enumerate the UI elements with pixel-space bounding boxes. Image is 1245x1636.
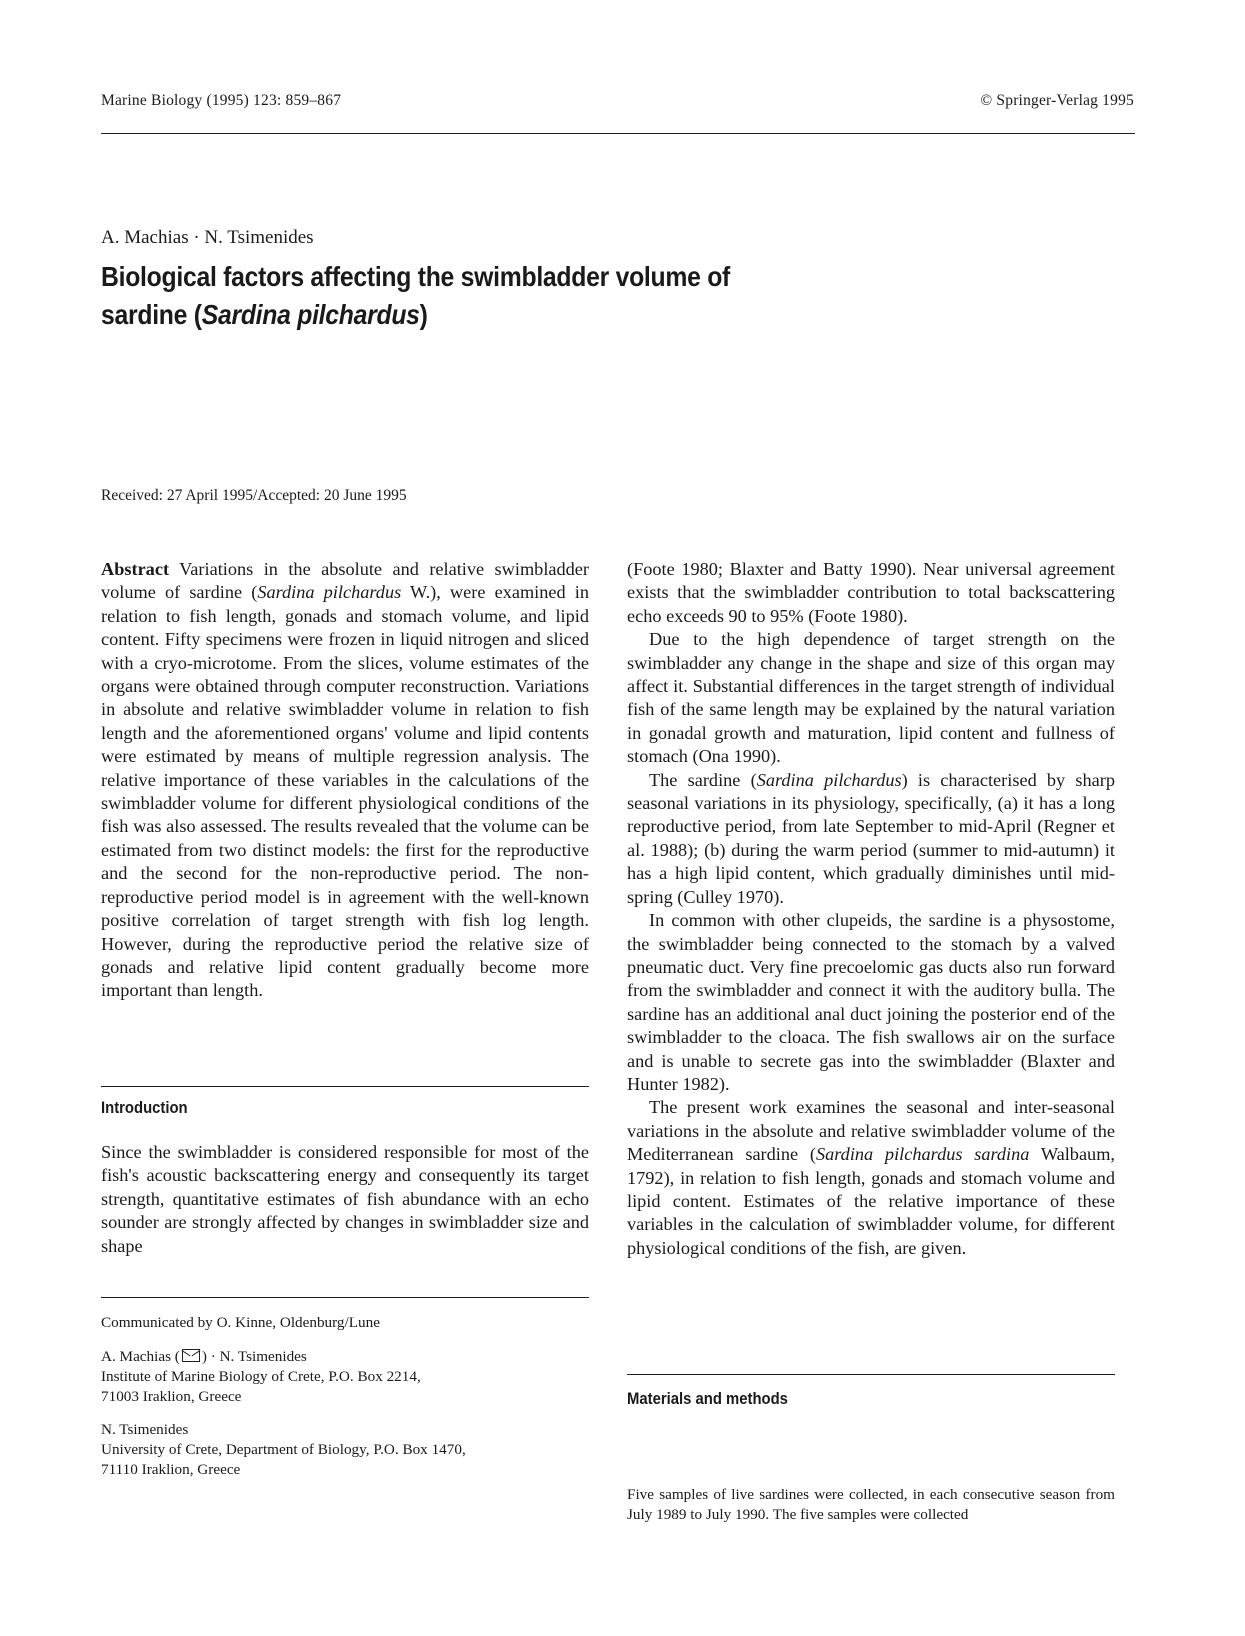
materials-paragraph: Five samples of live sardines were collected, in each consecutive season from July 1989 to July 1990. The five samples were collected — [627, 1486, 1115, 1523]
abstract-text-2: W.), were examined in relation to fish length, gonads and stomach volume, and lipid content. Fifty specimens were frozen in liquid nitrogen and sliced with a cryo-microtome. From the slices, volume estimates of the organs were obtained through computer reconstruction. Variations in absolute and relative swimbladder volume in relation to fish length and the aforementioned organs' volume and lipid contents were estimated by means of multiple regression analysis. The relative importance of these variables in the calculations of the swimbladder volume for different physiological conditions of the fish was also assessed. The results revealed that the volume can be estimated from two distinct models: the first for the reproductive and the second for the non-reproductive period. The non-reproductive period model is in agreement with the well-known positive correlation of target strength with fish log length. However, during the reproductive period the relative size of gonads and relative lipid content gradually become more important than length. — [101, 582, 589, 1001]
author-2-name: N. Tsimenides — [101, 1421, 189, 1438]
footnote-rule — [101, 1297, 589, 1298]
right-p5-text-b: Walbaum, 1792), in relation to fish length, gonads and stomach volume and lipid content. Estimates of the relative importance of these variables in the calculation of swimbladder volume, for different physiological conditions of the fish, are given. — [627, 1144, 1115, 1258]
author-affiliation-1 — [101, 1347, 421, 1407]
envelope-icon — [182, 1349, 200, 1362]
right-p5-text-a: The present work examines the seasonal and inter-seasonal variations in the absolute and relative swimbladder volume of the Mediterranean sardine ( — [627, 1097, 1115, 1165]
title-line-2-suffix: ) — [419, 299, 428, 330]
communicated-by: Communicated by O. Kinne, Oldenburg/Lune — [101, 1314, 380, 1331]
author-1-city: 71003 Iraklion, Greece — [101, 1388, 242, 1405]
title-species: Sardina pilchardus — [201, 299, 420, 330]
article-title — [101, 258, 911, 334]
right-column — [627, 558, 1115, 1260]
right-p3-species: Sardina pilchardus — [756, 769, 902, 790]
right-paragraph-3 — [627, 769, 1115, 909]
right-p5-species: Sardina pilchardus sardina — [815, 1144, 1030, 1165]
right-paragraph-5 — [627, 1096, 1115, 1260]
introduction-paragraph: Since the swimbladder is considered responsible for most of the fish's acoustic backscattering energy and consequently its target strength, quantitative estimates of fish abundance with an echo sounder are strongly affected by changes in swimbladder size and shape — [101, 1142, 589, 1256]
author-2-city: 71110 Iraklion, Greece — [101, 1461, 241, 1478]
left-column — [101, 558, 589, 1003]
header-rule — [101, 133, 1135, 134]
right-paragraph-1: (Foote 1980; Blaxter and Batty 1990). Near universal agreement exists that the swimbladder contribution to total backscattering echo exceeds 90 to 95% (Foote 1980). — [627, 559, 1115, 626]
author-1-name: A. Machias ( — [101, 1348, 180, 1365]
right-p3-text-a: The sardine ( — [649, 769, 757, 790]
materials-heading: Materials and methods — [627, 1390, 788, 1408]
title-line-1: Biological factors affecting the swimbladder volume of — [101, 261, 731, 292]
introduction-text — [101, 1141, 589, 1258]
abstract-label: Abstract — [101, 559, 170, 579]
author-list: A. Machias · N. Tsimenides — [101, 227, 314, 248]
abstract-species: Sardina pilchardus — [257, 582, 402, 603]
introduction-rule — [101, 1086, 589, 1087]
right-paragraph-4: In common with other clupeids, the sardine is a physostome, the swimbladder being connected to the stomach by a valved pneumatic duct. Very fine precoelomic gas ducts also run forward from the swimbladder and connect it with the auditory bulla. The sardine has an additional anal duct joining the posterior end of the swimbladder to the cloaca. The fish swallows air on the surface and is unable to secrete gas into the swimbladder (Blaxter and Hunter 1982). — [627, 910, 1115, 1094]
author-1-institution: Institute of Marine Biology of Crete, P.O. Box 2214, — [101, 1368, 421, 1385]
abstract-text-1: Variations in the absolute and relative swimbladder volume of sardine ( — [101, 559, 589, 603]
introduction-heading: Introduction — [101, 1099, 188, 1117]
right-p3-text-b: ) is characterised by sharp seasonal variations in its physiology, specifically, (a) it has a long reproductive period, from late September to mid-April (Regner et al. 1988); (b) during the warm period (summer to mid-autumn) it has a high lipid content, which gradually diminishes until mid-spring (Culley 1970). — [627, 769, 1115, 907]
received-dates: Received: 27 April 1995/Accepted: 20 June 1995 — [101, 487, 407, 504]
abstract-paragraph — [101, 558, 589, 1003]
title-line-2-prefix: sardine ( — [101, 299, 202, 330]
copyright-notice: © Springer-Verlag 1995 — [980, 92, 1134, 109]
author-2-institution: University of Crete, Department of Biology, P.O. Box 1470, — [101, 1441, 466, 1458]
author-affiliation-2 — [101, 1420, 466, 1480]
author-1-coauthor: ) · N. Tsimenides — [201, 1348, 307, 1365]
materials-rule — [627, 1374, 1115, 1375]
journal-citation: Marine Biology (1995) 123: 859–867 — [101, 92, 342, 109]
right-paragraph-2: Due to the high dependence of target strength on the swimbladder any change in the shape and size of this organ may affect it. Substantial differences in the target strength of individual fish of the same length may be explained by the natural variation in gonadal growth and maturation, lipid content and fullness of stomach (Ona 1990). — [627, 629, 1115, 767]
author-1-names — [101, 1347, 421, 1367]
